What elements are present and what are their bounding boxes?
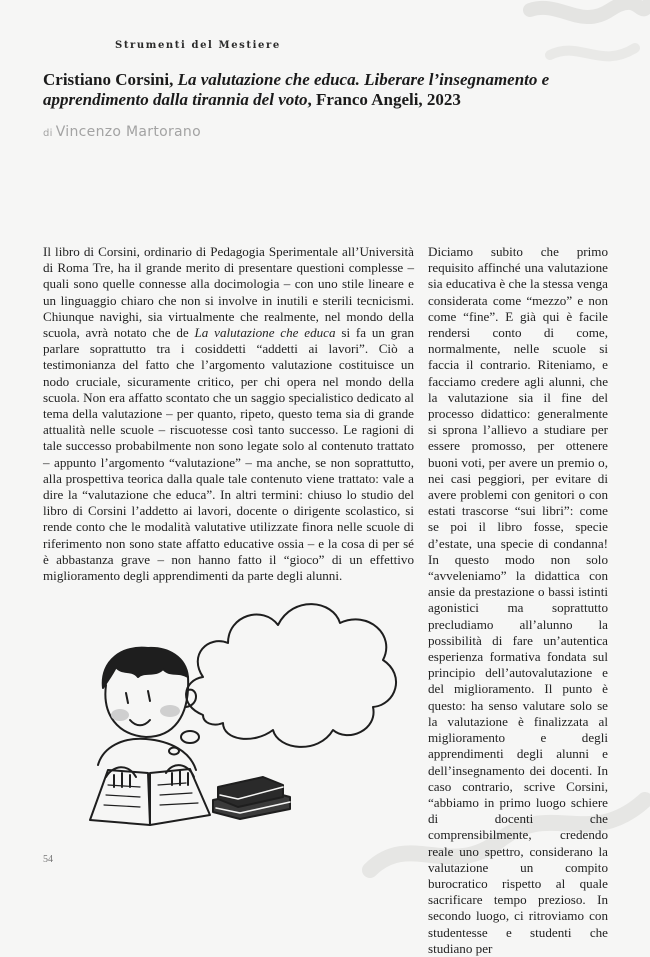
book-title-italic: La valutazione che educa [194,325,336,341]
thought-bubble-small [181,731,199,743]
thought-cloud [186,604,396,747]
mouth [130,720,150,725]
eye-left [126,693,128,703]
hair [103,648,188,688]
byline-prefix: di [43,128,53,139]
open-book [90,770,150,825]
section-label: Strumenti del Mestiere [115,40,281,51]
paragraph [43,244,414,584]
byline [43,124,201,140]
text-run: si fa un gran parlare soprattutto tra i cosiddetti “addetti ai lavori”. Ciò a testimonianza del fatto che l’argomento valutazione costituisce un nodo cruciale, sicuramente critico, per chi opera nel mondo della scuola. Non era affatto scontato che un saggio specialistico dedicato al tema della valutazione – per quanto, ripeto, questo tema sia di grande attualità nelle scuole – riscuotesse così tanto successo. Le ragioni di tale successo probabilmente non sono legate solo al contenuto trattato – appunto l’argomento “valutazione” – ma anche, se non soprattutto, alla prospettiva teorica dalla quale tale contenuto viene trattato: vale a dire la “valutazione che educa”. In altri termini: chiuso lo studio del libro di Corsini l’addetto ai lavori, docente o dirigente scolastico, si rende conto che le modalità valutative utilizzate finora nelle scuole di riferimento non sono state affatto educative ossia – e la cosa di per sé è abbastanza grave – non hanno fatto il “gioco” di un effettivo miglioramento degli apprendimenti da parte degli alunni. [43,325,415,584]
title-book: La valutazione che educa. Liberare l’insegnamento e apprendimento dalla tirannia del voto [43,70,550,109]
body-column-left [43,244,414,584]
paragraph: Diciamo subito che primo requisito affinché una valutazione sia educativa è che la stessa venga considerata come “mezzo” e non come “fine”. E già qui è facile rendersi conto di come, normalmente, nelle scuole si faccia il contrario. Riteniamo, e facciamo credere agli alunni, che la valutazione sia il fine del processo didattico: generalmente si sprona l’allievo a studiare per essere promosso, per ottenere buoni voti, per avere un premio o, nei casi peggiori, per evitare di avere problemi con genitori o con estati trascorse “sui libri”: come se poi il libro fosse, specie d’estate, una specie di condanna! In questo modo non solo “avveleniamo” la didattica con ansie da prestazione o bassi istinti agonistici ma soprattutto precludiamo all’alunno la possibilità di fare un’autentica esperienza formativa fondata sul principio dell’autovalutazione e del miglioramento. Il punto è questo: ha senso valutare solo se la valutazione è finalizzata al miglioramento e degli apprendimenti degli alunni e dell’insegnamento dei docenti. In caso contrario, scrive Corsini, “abbiamo in primo luogo schiere di docenti che comprensibilmente, credendo reale uno spettro, considerano la valutazione un compito burocratico rispetto al quale sacrificare tempo prezioso. In secondo luogo, ci ritroviamo con studentesse e studenti che studiano per [428,244,608,956]
article-title [43,70,603,110]
page-number: 54 [43,854,53,865]
body-column-right [428,244,608,957]
byline-author: Vincenzo Martorano [55,124,201,140]
text-run: Il libro di Corsini, ordinario di Pedagogia Sperimentale all’Università di Roma Tre, ha il grande merito di presentare questioni complesse – quali sono quelle connesse alla docimologia – con uno stile lineare e un linguaggio chiaro che non si involve in inutili e sterili tecnicismi. Chiunque navighi, sia virtualmente che realmente, nel mondo della scuola, avrà notato che de [43,244,414,341]
eye-right [148,691,150,701]
decorative-swirl-top-right [520,0,650,70]
title-publisher: , Franco Angeli, 2023 [307,90,461,109]
title-author: Cristiano Corsini, [43,70,178,89]
boy-reading-illustration [78,565,408,830]
